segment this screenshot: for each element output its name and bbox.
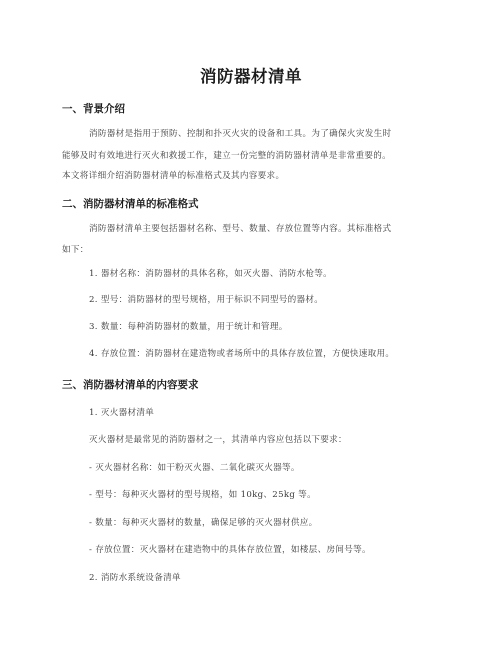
- list-item: - 型号：每种灭火器材的型号规格，如 10kg、25kg 等。: [89, 490, 316, 500]
- subheading: 2. 消防水系统设备清单: [89, 573, 181, 583]
- paragraph-line: 消防器材是指用于预防、控制和扑灭火灾的设备和工具。为了确保火灾发生时: [89, 129, 392, 139]
- paragraph-line: 灭火器材是最常见的消防器材之一，其清单内容应包括以下要求：: [89, 435, 347, 445]
- list-item: 4. 存放位置：消防器材在建造物或者场所中的具体存放位置，方便快速取用。: [89, 349, 395, 359]
- paragraph-line: 能够及时有效地进行灭火和救援工作，建立一份完整的消防器材清单是非常重要的。: [62, 151, 392, 161]
- section-heading-background: 一、背景介绍: [62, 103, 125, 115]
- list-item: - 数量：每种灭火器材的数量，确保足够的灭火器材供应。: [89, 518, 318, 528]
- paragraph-line: 本文将详细介绍消防器材清单的标准格式及其内容要求。: [62, 171, 285, 181]
- section-heading-format: 二、消防器材清单的标准格式: [62, 198, 199, 210]
- subheading: 1. 灭火器材清单: [89, 408, 155, 418]
- paragraph-line: 消防器材清单主要包括器材名称、型号、数量、存放位置等内容。其标准格式: [89, 224, 392, 234]
- document-title: 消防器材清单: [200, 67, 302, 86]
- list-item: 1. 器材名称：消防器材的具体名称，如灭火器、消防水枪等。: [89, 269, 333, 279]
- list-item: - 存放位置：灭火器材在建造物中的具体存放位置，如楼层、房间号等。: [89, 545, 371, 555]
- paragraph-line: 如下：: [62, 245, 89, 255]
- list-item: 3. 数量：每种消防器材的数量，用于统计和管理。: [89, 322, 288, 332]
- section-heading-requirements: 三、消防器材清单的内容要求: [62, 379, 199, 391]
- list-item: 2. 型号：消防器材的型号规格，用于标识不同型号的器材。: [89, 295, 324, 305]
- list-item: - 灭火器材名称：如干粉灭火器、二氧化碳灭火器等。: [89, 463, 300, 473]
